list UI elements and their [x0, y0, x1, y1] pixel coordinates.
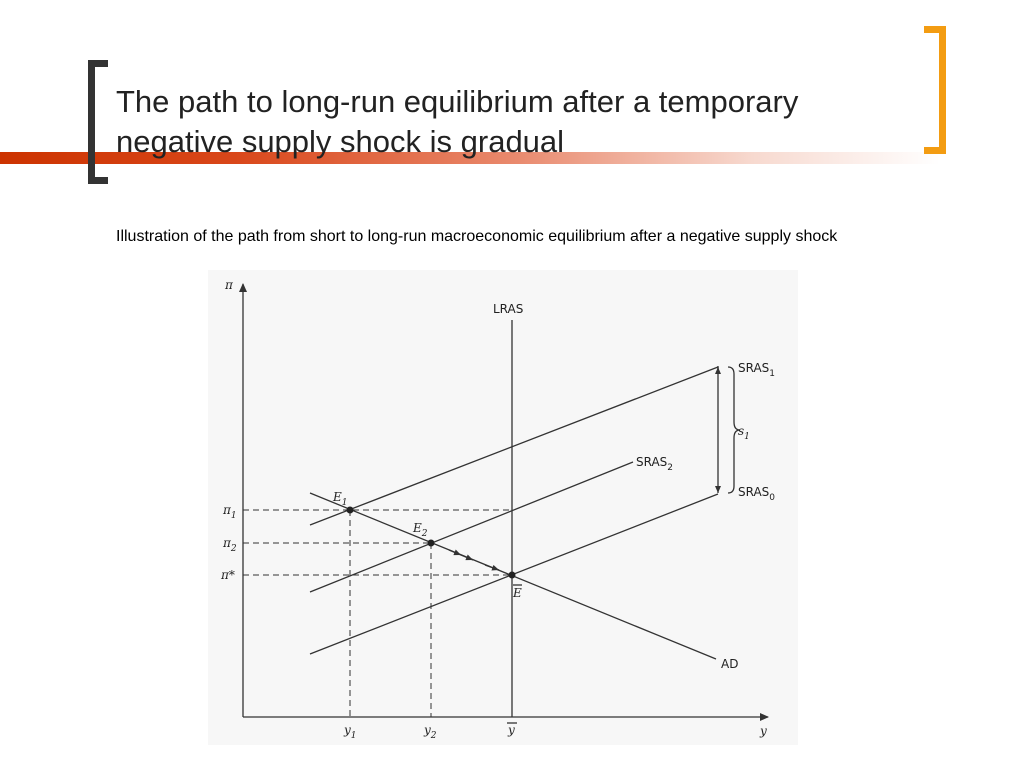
sras0-label: $SRAS_0$ [738, 485, 776, 503]
x-axis-label: y [760, 724, 767, 738]
slide-subtitle: Illustration of the path from short to long-run macroeconomic equilibrium after a negative supply shock [116, 228, 838, 245]
pi-star-tick-label: π* [221, 568, 235, 582]
sras1-line [310, 367, 718, 525]
sras1-label: $SRAS_1$ [738, 361, 776, 379]
slide-title-line-1: The path to long-run equilibrium after a temporary [116, 84, 799, 119]
right-bracket-decoration [924, 26, 946, 154]
sras2-line [310, 462, 633, 592]
e1-label: $E_1$ [333, 490, 348, 508]
pi1-tick-label: $\pi_1$ [223, 503, 237, 521]
slide-title-line-2: negative supply shock is gradual [116, 124, 565, 159]
y-bar-tick-label: y [508, 723, 515, 737]
point-e1 [347, 507, 354, 514]
slide-title [116, 82, 916, 162]
point-e-bar [509, 572, 516, 579]
y1-tick-label: $y_1$ [344, 723, 357, 741]
ad-label: AD [721, 657, 739, 671]
path-arrow-1 [449, 550, 461, 555]
shock-label: $s_1$ [738, 424, 750, 442]
lras-label: LRAS [493, 302, 524, 316]
left-bracket-decoration [88, 60, 108, 184]
e-bar-label: E [513, 586, 522, 600]
e2-label: $E_2$ [413, 521, 428, 539]
y2-tick-label: $y_2$ [424, 723, 437, 741]
pi2-tick-label: $\pi_2$ [223, 536, 237, 554]
path-arrow-3 [485, 565, 499, 570]
sras2-label: $SRAS_2$ [636, 455, 674, 473]
supply-shock-diagram [208, 270, 798, 745]
path-arrow-2 [461, 555, 473, 560]
diagram-canvas [208, 270, 798, 745]
point-e2 [428, 540, 435, 547]
y-axis-label: π [225, 278, 233, 292]
